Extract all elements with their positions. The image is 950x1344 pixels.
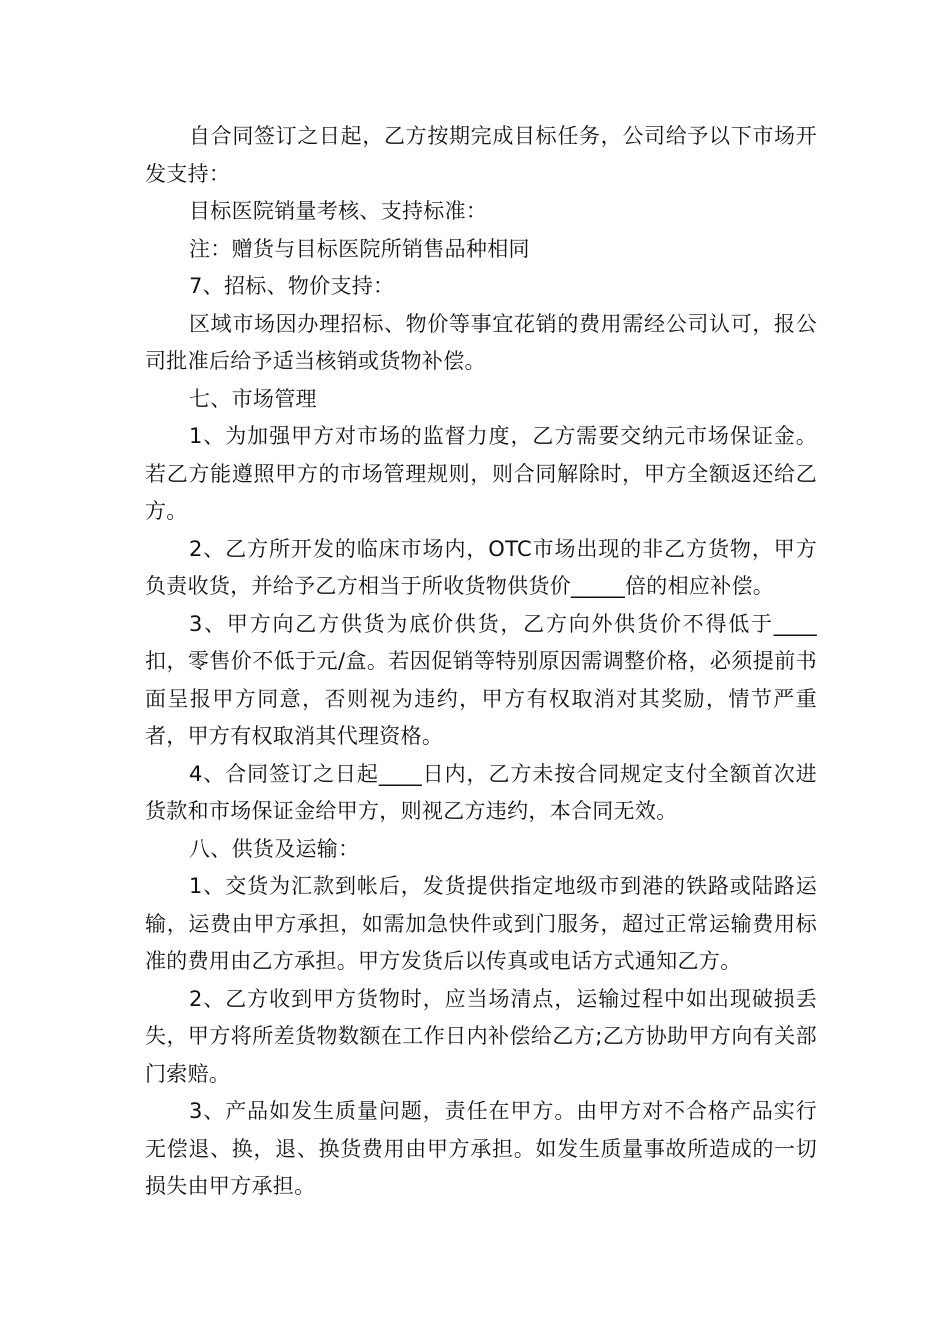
paragraph-delivery-transport: 1、交货为汇款到帐后，发货提供指定地级市到港的铁路或陆路运输，运费由甲方承担，如需加急快件或到门服务，超过正常运输费用标准的费用由乙方承担。甲方发货后以传真或电话方式通知乙方。	[145, 874, 817, 973]
section-heading-supply-transport: 八、供货及运输：	[189, 836, 360, 861]
paragraph-pricing-rules: 3、甲方向乙方供货为底价供货，乙方向外供货价不得低于____扣，零售价不低于元/盒。若因促销等特别原因需调整价格，必须提前书面呈报甲方同意，否则视为违约，甲方有权取消对其奖励，情节严重者，甲方有权取消其代理资格。	[145, 611, 817, 748]
paragraph-tender-price-support: 区域市场因办理招标、物价等事宜花销的费用需经公司认可，报公司批准后给予适当核销或货物补偿。	[145, 311, 817, 373]
paragraph-market-support-intro: 自合同签订之日起，乙方按期完成目标任务，公司给予以下市场开发支持：	[145, 124, 817, 186]
paragraph-payment-deadline: 4、合同签订之日起____日内，乙方未按合同规定支付全额首次进货款和市场保证金给甲方，则视乙方违约，本合同无效。	[145, 761, 817, 823]
section-heading-market-management: 七、市场管理	[189, 386, 317, 411]
paragraph-gift-note: 注：赠货与目标医院所销售品种相同	[189, 236, 530, 261]
paragraph-target-hospital-standard: 目标医院销量考核、支持标准：	[189, 199, 488, 223]
paragraph-tender-price-support-heading: 7、招标、物价支持：	[189, 274, 395, 298]
paragraph-quality-liability: 3、产品如发生质量问题，责任在甲方。由甲方对不合格产品实行无偿退、换，退、换货费用由甲方承担。如发生质量事故所造成的一切损失由甲方承担。	[145, 1099, 817, 1198]
paragraph-market-deposit: 1、为加强甲方对市场的监督力度，乙方需要交纳元市场保证金。若乙方能遵照甲方的市场管理规则，则合同解除时，甲方全额返还给乙方。	[145, 424, 817, 523]
document-body	[145, 118, 817, 1206]
paragraph-otc-compensation: 2、乙方所开发的临床市场内，OTC市场出现的非乙方货物，甲方负责收货，并给予乙方相当于所收货物供货价_____倍的相应补偿。	[145, 536, 817, 598]
paragraph-receipt-inspection: 2、乙方收到甲方货物时，应当场清点，运输过程中如出现破损丢失，甲方将所差货物数额在工作日内补偿给乙方;乙方协助甲方向有关部门索赔。	[145, 986, 817, 1086]
